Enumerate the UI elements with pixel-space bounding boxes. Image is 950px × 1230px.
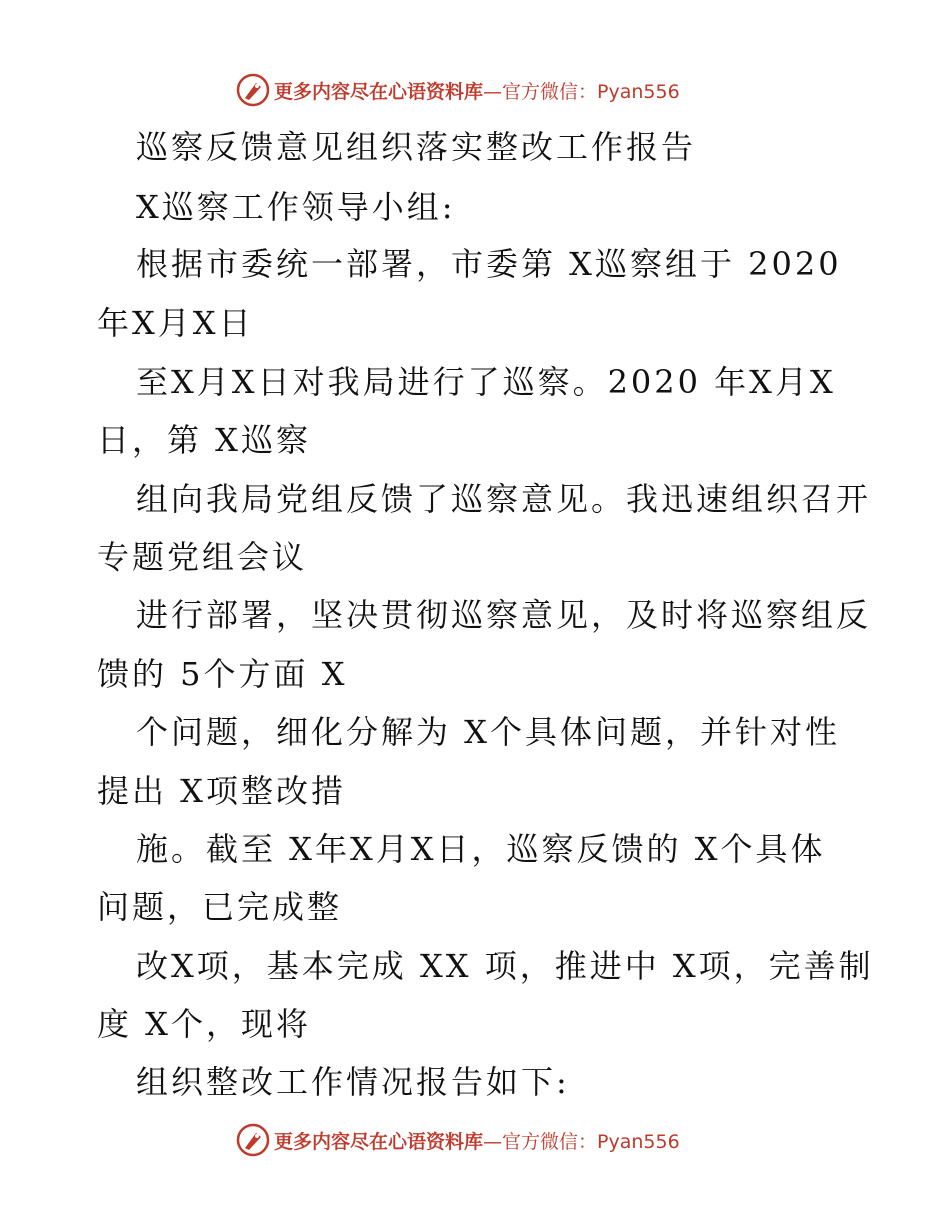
header-watermark <box>236 72 680 108</box>
body-line: 问题，已完成整 <box>97 888 343 926</box>
watermark-contact-text: —官方微信：Pyan556 <box>483 80 680 103</box>
footer-watermark <box>236 1122 680 1158</box>
body-line: 提出 X项整改措 <box>97 772 346 810</box>
body-line: 组向我局党组反馈了巡察意见。我迅速组织召开 <box>136 480 872 518</box>
document-title: 巡察反馈意见组织落实整改工作报告 <box>136 128 697 166</box>
body-line: 改X项，基本完成 XX 项，推进中 X项，完善制 <box>136 947 874 985</box>
document-recipient: X巡察工作领导小组: <box>136 188 456 226</box>
watermark-main-text: 更多内容尽在心语资料库 <box>274 1130 484 1153</box>
body-line: 组织整改工作情况报告如下: <box>136 1063 570 1101</box>
body-line: 度 X个，现将 <box>97 1005 311 1043</box>
body-line: 年X月X日 <box>97 304 254 342</box>
watermark-main-text: 更多内容尽在心语资料库 <box>274 80 484 103</box>
body-line: 根据市委统一部署，市委第 X巡察组于 2020 <box>136 245 842 283</box>
body-line: 施。截至 X年X月X日，巡察反馈的 X个具体 <box>136 830 826 868</box>
body-line: 馈的 5个方面 X <box>97 655 348 693</box>
watermark-contact-text: —官方微信：Pyan556 <box>483 1130 680 1153</box>
body-line: 进行部署，坚决贯彻巡察意见，及时将巡察组反 <box>136 596 872 634</box>
body-line: 个问题，细化分解为 X个具体问题，并针对性 <box>136 713 840 751</box>
pen-nib-logo-icon <box>236 1123 270 1157</box>
body-line: 专题党组会议 <box>97 538 308 576</box>
pen-nib-logo-icon <box>236 73 270 107</box>
body-line: 日，第 X巡察 <box>97 421 311 459</box>
body-line: 至X月X日对我局进行了巡察。2020 年X月X <box>136 363 836 401</box>
